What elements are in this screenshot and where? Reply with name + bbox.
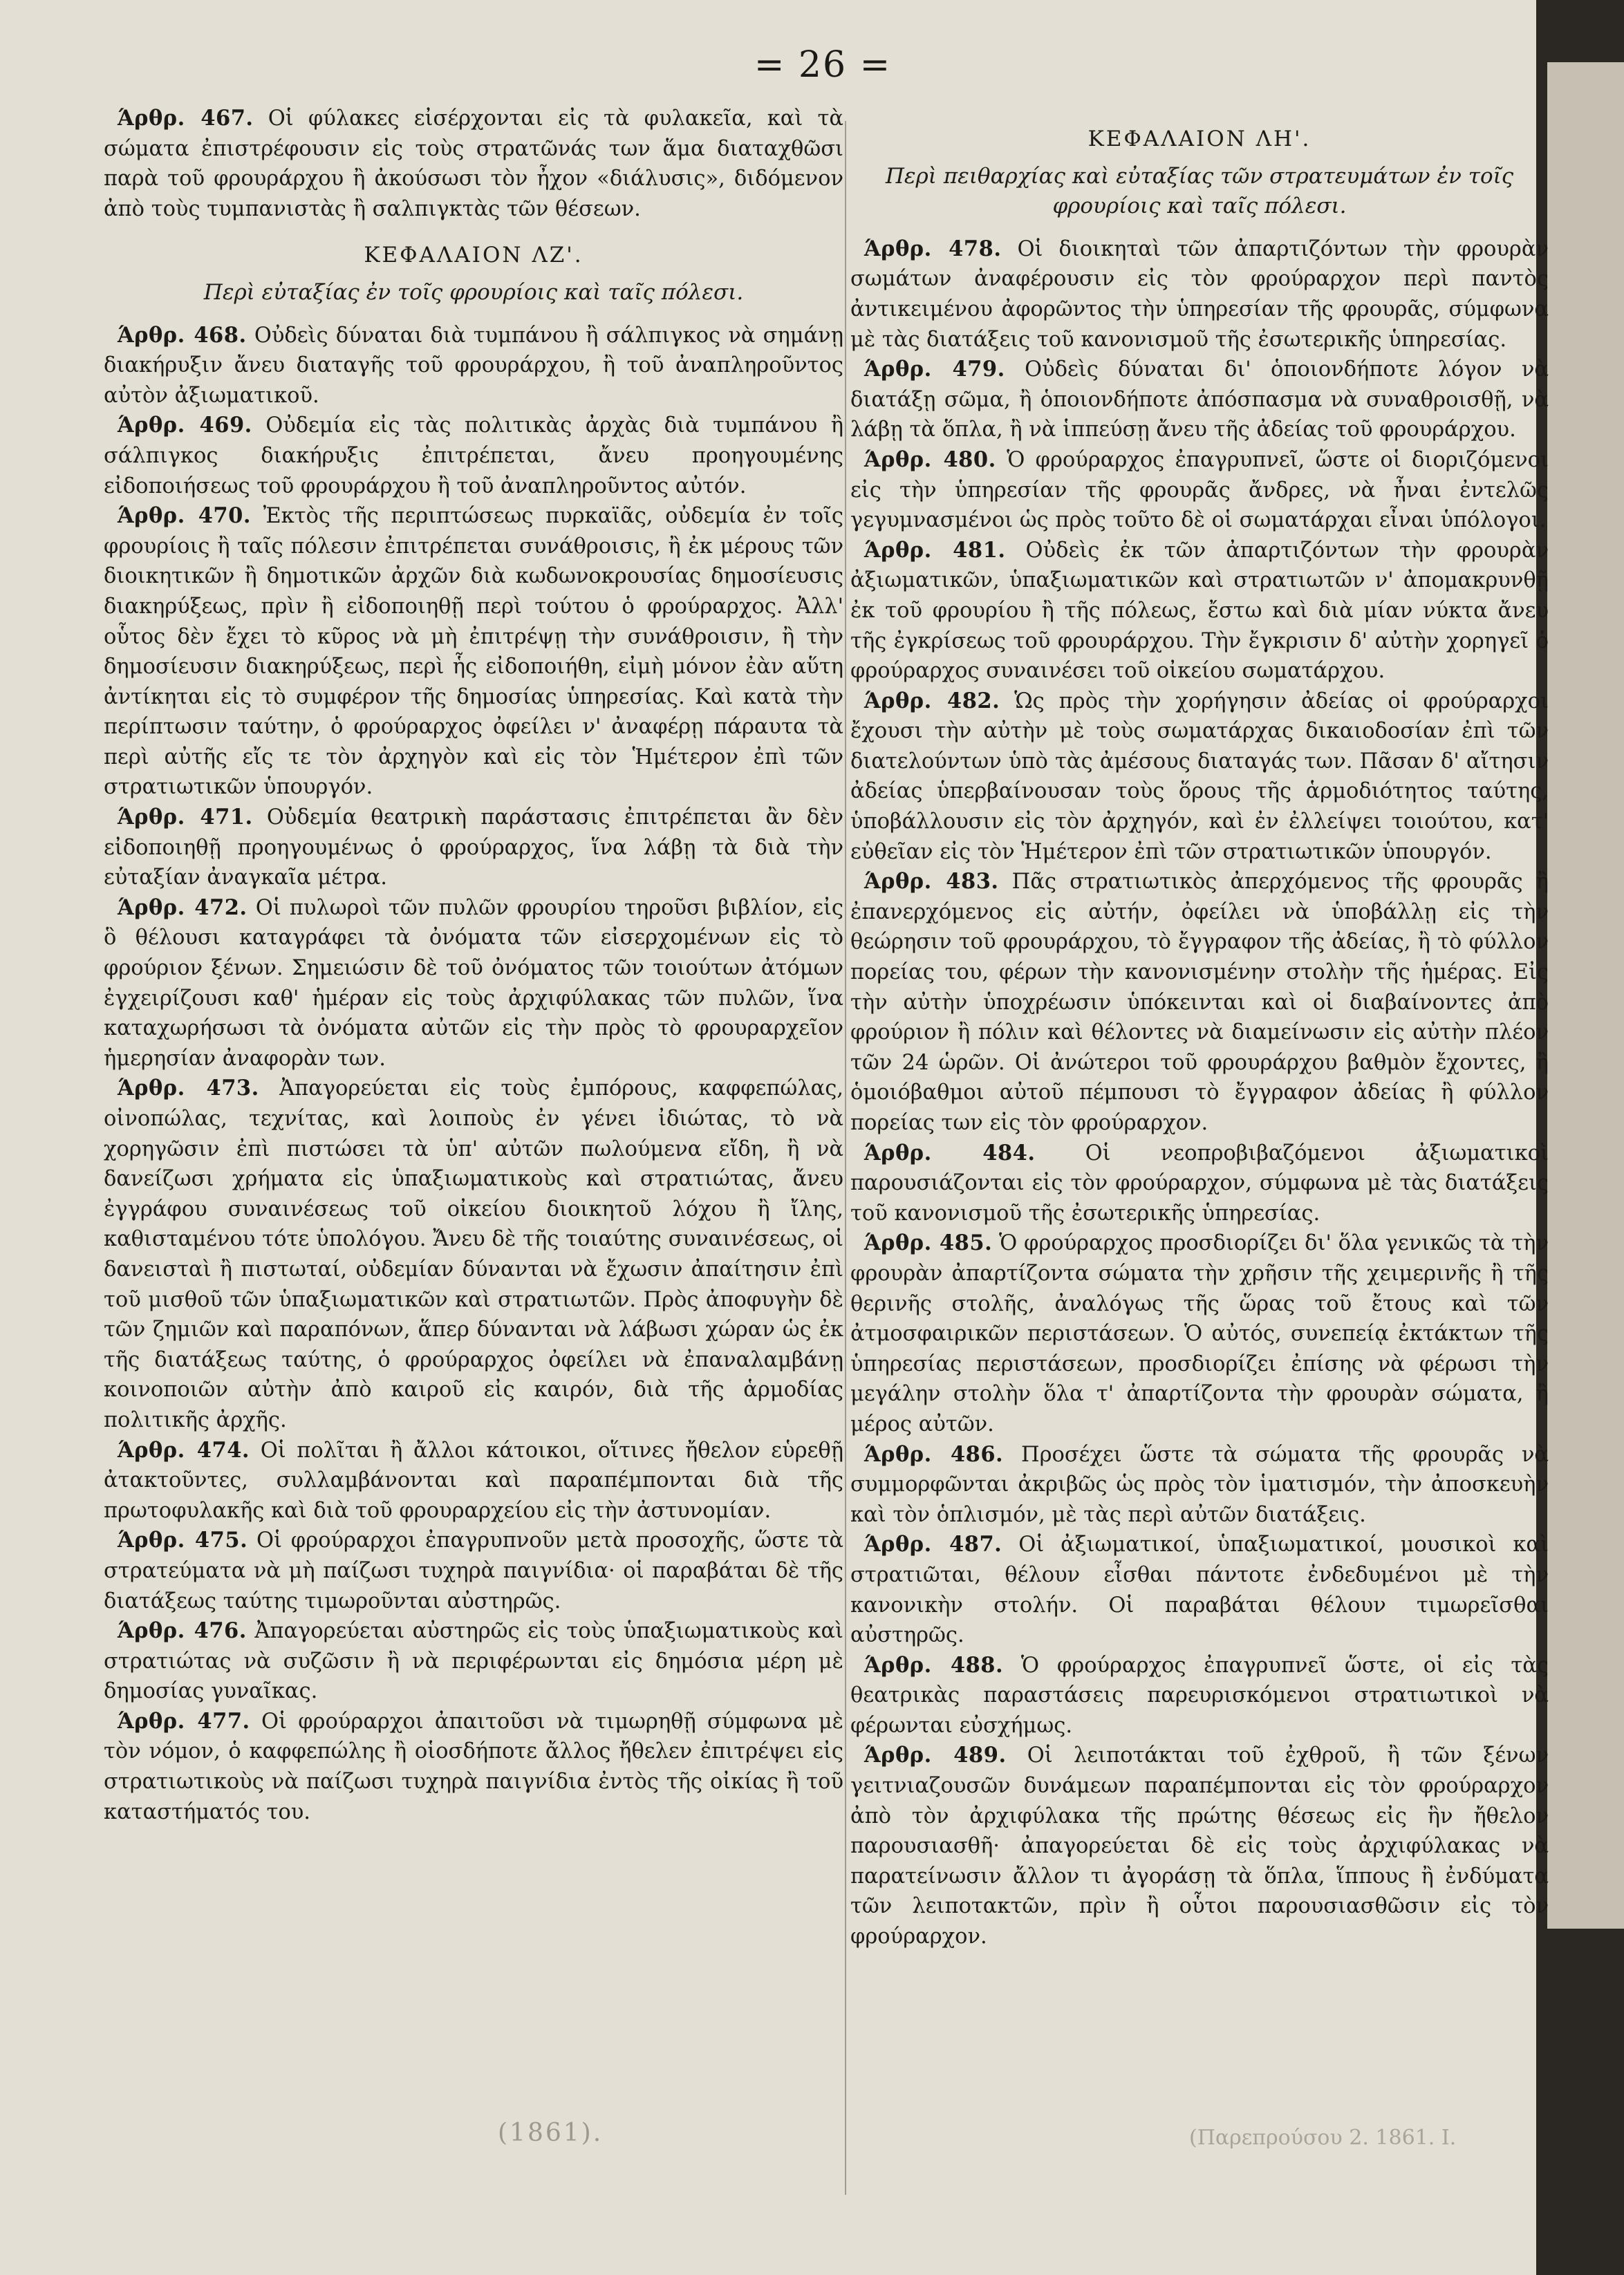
article-text: Οἱ διοικηταὶ τῶν ἀπαρτιζόντων τὴν φρουρὰν σωμάτων ἀναφέρουσιν εἰς τὸν φρούραρχον περὶ παντὸς ἀντικειμένου ἀφορῶντος τὴν ὑπηρεσίαν τῆς φρουρᾶς, σύμφωνα μὲ τὰς διατάξεις τοῦ κανονισμοῦ τῆς ἐσωτερικῆς ὑπηρεσίας.	[850, 236, 1549, 352]
article-text: Ὡς πρὸς τὴν χορήγησιν ἀδείας οἱ φρούραρχοι ἔχουσι τὴν αὐτὴν μὲ τοὺς σωματάρχας δικαιοδοσίαν ἐπὶ τῶν διατελούντων ὑπὸ τὰς ἀμέσους διαταγάς των. Πᾶσαν δ' αἴτησιν ἀδείας ὑπερβαίνουσαν τοὺς ὅρους τῆς ἁρμοδιότητος ταύτης, ὑποβάλλουσιν εἰς τὸν ἀρχηγόν, καὶ ἐν ἐλλείψει τοιούτου, κατ' εὐθεῖαν εἰς τὸν Ἡμέτερον ἐπὶ τῶν στρατιωτικῶν ὑπουργόν.	[850, 689, 1549, 864]
article-paragraph	[850, 1440, 1549, 1530]
bleedthrough-text: (Παρεπρούσου 2. 1861. Ι.	[1189, 2126, 1457, 2150]
article-text: Οἱ πολῖται ἢ ἄλλοι κάτοικοι, οἵτινες ἤθελον εὑρεθῇ ἀτακτοῦντες, συλλαμβάνονται καὶ παραπέμπονται διὰ τῆς πρωτοφυλακῆς καὶ διὰ τοῦ φρουραρχείου εἰς τὴν ἀστυνομίαν.	[104, 1438, 843, 1523]
chapter-heading: ΚΕΦΑΛΑΙΟΝ ΛΗ'.	[1088, 127, 1312, 151]
article-text: Πᾶς στρατιωτικὸς ἀπερχόμενος τῆς φρουρᾶς ἢ ἐπανερχόμενος εἰς αὐτήν, ὀφείλει νὰ ὑποβάλλῃ εἰς τὴν θεώρησιν τοῦ φρουράρχου, τὸ ἔγγραφον τῆς ἀδείας, ἢ τὸ φύλλον πορείας του, φέρων τὴν κανονισμένην στολὴν τῆς ἡμέρας. Εἰς τὴν αὐτὴν ὑποχρέωσιν ὑπόκεινται καὶ οἱ διαβαίνοντες ἀπὸ φρούριον ἢ πόλιν καὶ θέλοντες νὰ διαμείνωσιν εἰς αὐτὴν πλέον τῶν 24 ὡρῶν. Οἱ ἀνώτεροι τοῦ φρουράρχου βαθμὸν ἔχοντες, ἢ ὁμοιόβαθμοι αὐτοῦ πέμπουσι τὸ ἔγγραφον ἀδείας ἢ φύλλον πορείας των εἰς τὸν φρούραρχον.	[850, 870, 1549, 1135]
article-label: Άρθρ. 482.	[864, 688, 1000, 713]
article-paragraph	[850, 867, 1549, 1138]
right-article-list	[850, 234, 1549, 1952]
left-column	[104, 104, 843, 1827]
article-text: Οὐδεμία εἰς τὰς πολιτικὰς ἀρχὰς διὰ τυμπάνου ἢ σάλπιγκος διακήρυξις ἐπιτρέπεται, ἄνευ προηγουμένης εἰδοποιήσεως τοῦ φρουράρχου ἢ τοῦ ἀναπληροῦντος αὐτόν.	[104, 413, 843, 498]
article-text: Ὁ φρούραρχος ἐπαγρυπνεῖ, ὥστε οἱ διοριζόμενοι εἰς τὴν ὑπηρεσίαν τῆς φρουρᾶς ἄνδρες, νὰ ἦναι ἐντελῶς γεγυμνασμένοι ὡς πρὸς τοῦτο δὲ οἱ σωματάρχαι εἶναι ὑπόλογοι.	[850, 447, 1549, 533]
article-text: Οἱ λειποτάκται τοῦ ἐχθροῦ, ἢ τῶν ξένων γειτνιαζουσῶν δυνάμεων παραπέμπονται εἰς τὸν φρούραρχον ἀπὸ τὸν ἀρχιφύλακα τῆς πρώτης θέσεως εἰς ἣν ἤθελον παρουσιασθῆ· ἀπαγορεύεται δὲ εἰς τοὺς ἀρχιφύλακας νὰ παρατείνωσιν ἄλλον τι ἀγοράσῃ τὰ ὅπλα, ἵππους ἢ ἐνδύματα τῶν λειποτακτῶν, πρὶν ἢ οὗτοι παρουσιασθῶσιν εἰς τὸν φρούραρχον.	[850, 1743, 1549, 1949]
article-paragraph	[104, 321, 843, 411]
article-label: Άρθρ. 481.	[864, 537, 1006, 563]
article-paragraph	[104, 1707, 843, 1827]
article-text: Οὐδεὶς δύναται διὰ τυμπάνου ἢ σάλπιγκος νὰ σημάνῃ διακήρυξιν ἄνευ διαταγῆς τοῦ φρουράρχου, ἢ τοῦ ἀναπληροῦντος αὐτὸν ἀξιωματικοῦ.	[104, 323, 843, 408]
article-paragraph	[850, 1228, 1549, 1439]
article-label: Άρθρ. 479.	[864, 357, 1005, 382]
article-label: Άρθρ. 474.	[118, 1437, 250, 1463]
article-label: Άρθρ. 475.	[118, 1528, 248, 1553]
article-label: Άρθρ. 473.	[118, 1076, 259, 1101]
article-label: Άρθρ. 478.	[864, 236, 1002, 261]
article-text: Ἐκτὸς τῆς περιπτώσεως πυρκαϊᾶς, οὐδεμία ἐν τοῖς φρουρίοις ἢ ταῖς πόλεσιν ἐπιτρέπεται συνάθροισις, ἢ ἐκ μέρους τῶν διοικητικῶν ἢ δημοτικῶν ἀρχῶν διὰ κωδωνοκρουσίας δημοσίευσις διακηρύξεως, πρὶν ἢ εἰδοποιηθῇ περὶ τούτου ὁ φρούραρχος. Ἀλλ' οὗτος δὲν ἔχει τὸ κῦρος νὰ μὴ ἐπιτρέψῃ τὴν συνάθροισιν, ἢ τὴν δημοσίευσιν διακηρύξεως, περὶ ἧς εἰδοποιήθη, εἰμὴ μόνον ἐὰν αὕτη ἀντίκηται εἰς τὸ συμφέρον τῆς δημοσίας ὑπηρεσίας. Καὶ κατὰ τὴν περίπτωσιν ταύτην, ὁ φρούραρχος ὀφείλει ν' ἀναφέρῃ πάραυτα τὰ περὶ αὐτῆς εἴς τε τὸν ἀρχηγὸν καὶ εἰς τὸν Ἡμέτερον ἐπὶ τῶν στρατιωτικῶν ὑπουργόν.	[104, 504, 843, 800]
article-text: Οὐδεὶς δύναται δι' ὁποιονδήποτε λόγον νὰ διατάξῃ σῶμα, ἢ ὁποιονδήποτε ἀπόσπασμα νὰ συναθροισθῇ, νὰ λάβῃ τὰ ὅπλα, ἢ νὰ ἱππεύσῃ ἄνευ τῆς ἀδείας τοῦ φρουράρχου.	[850, 357, 1549, 442]
article-paragraph	[104, 803, 843, 893]
article-label: Άρθρ. 469.	[118, 413, 252, 438]
article-paragraph	[850, 536, 1549, 686]
article-label: Άρθρ. 488.	[864, 1652, 1004, 1678]
page-number: = 26 =	[754, 44, 892, 86]
article-text: Οἱ φρούραρχοι ἀπαιτοῦσι νὰ τιμωρηθῇ σύμφωνα μὲ τὸν νόμον, ὁ καφφεπώλης ἢ οἱοσδήποτε ἄλλος ἤθελεν ἐπιτρέψει εἰς στρατιωτικοὺς νὰ παίζωσι τυχηρὰ παιγνίδια ἐντὸς τῆς οἰκίας ἢ τοῦ καταστήματός του.	[104, 1709, 844, 1824]
right-column	[850, 104, 1549, 1952]
article-text: Οὐδεμία θεατρικὴ παράστασις ἐπιτρέπεται ἂν δὲν εἰδοποιηθῇ προηγουμένως ὁ φρούραρχος, ἵνα λάβῃ τὰ διὰ τὴν εὐταξίαν ἀναγκαῖα μέτρα.	[104, 805, 843, 890]
article-text: Προσέχει ὥστε τὰ σώματα τῆς φρουρᾶς νὰ συμμορφῶνται ἀκριβῶς ὡς πρὸς τὸν ἱματισμόν, τὴν ἀποσκευὴν καὶ τὸν ὁπλισμόν, μὲ τὰς περὶ αὐτῶν διατάξεις.	[850, 1442, 1549, 1527]
chapter-subtitle: Περὶ εὐταξίας ἐν τοῖς φρουρίοις καὶ ταῖς πόλεσι.	[203, 279, 744, 305]
article-text: Οἱ φρούραρχοι ἐπαγρυπνοῦν μετὰ προσοχῆς, ὥστε τὰ στρατεύματα νὰ μὴ παίζωσι τυχηρὰ παιγνίδια· οἱ παραβάται δὲ τῆς διατάξεως ταύτης τιμωροῦνται αὐστηρῶς.	[104, 1528, 843, 1613]
chapter-heading: ΚΕΦΑΛΑΙΟΝ ΛΖ'.	[364, 243, 584, 268]
article-label: Άρθρ. 471.	[118, 805, 253, 830]
article-text: Οὐδεὶς ἐκ τῶν ἀπαρτιζόντων τὴν φρουρὰν ἀξιωματικῶν, ὑπαξιωματικῶν καὶ στρατιωτῶν ν' ἀπομακρυνθῇ ἐκ τοῦ φρουρίου ἢ τῆς πόλεως, ἔστω καὶ διὰ μίαν νύκτα ἄνευ τῆς ἐγκρίσεως τοῦ φρουράρχου. Τὴν ἔγκρισιν δ' αὐτὴν χορηγεῖ ὁ φρούραρχος συναινέσει τοῦ οἰκείου σωματάρχου.	[850, 538, 1549, 684]
article-label: Άρθρ. 484.	[864, 1140, 1036, 1165]
article-label: Άρθρ. 470.	[118, 503, 251, 529]
article-paragraph	[850, 1651, 1549, 1741]
article-paragraph	[850, 1139, 1549, 1229]
article-label: Άρθρ. 468.	[118, 322, 247, 348]
article-label: Άρθρ. 489.	[864, 1743, 1007, 1768]
article-paragraph	[104, 411, 843, 501]
article-paragraph	[850, 445, 1549, 536]
article-paragraph	[850, 686, 1549, 868]
article-paragraph	[104, 501, 843, 803]
article-paragraph	[104, 1616, 843, 1707]
article-label: Άρθρ. 486.	[864, 1441, 1004, 1467]
article-paragraph	[104, 893, 843, 1074]
article-label: Άρθρ. 487.	[864, 1532, 1002, 1557]
article-label: Άρθρ. 477.	[118, 1708, 250, 1734]
chapter-subtitle: Περὶ πειθαρχίας καὶ εὐταξίας τῶν στρατευμάτων ἐν τοῖς φρουρίοις καὶ ταῖς πόλεσι.	[885, 163, 1514, 219]
article-467	[104, 104, 843, 224]
article-label: Άρθρ. 472.	[118, 895, 248, 920]
article-text: Οἱ πυλωροὶ τῶν πυλῶν φρουρίου τηροῦσι βιβλίον, εἰς ὃ θέλουσι καταγράφει τὰ ὀνόματα τῶν εἰσερχομένων εἰς τὸ φρούριον ξένων. Σημειώσιν δὲ τοῦ ὀνόματος τῶν τοιούτων ἀτόμων ἐγχειρίζουσι καθ' ἡμέραν εἰς τοὺς ἀρχιφύλακας τῶν πυλῶν, ἵνα καταχωρήσωσι τὰ ὀνόματα αὐτῶν εἰς τὴν πρὸς τὸ φρουραρχεῖον ἡμερησίαν ἀναφορὰν των.	[104, 895, 843, 1071]
article-paragraph	[850, 355, 1549, 445]
article-label: Άρθρ. 483.	[864, 869, 999, 895]
article-label: Άρθρ. 467.	[118, 106, 254, 131]
article-text: Ὁ φρούραρχος προσδιορίζει δι' ὅλα γενικῶς τὰ τὴν φρουρὰν ἀπαρτίζοντα σώματα τὴν χρῆσιν τῆς χειμερινῆς ἢ τῆς θερινῆς στολῆς, ἀναλόγως τῆς ὥρας τοῦ ἔτους καὶ τῶν ἀτμοσφαιρικῶν περιστάσεων. Ὁ αὐτός, συνεπείᾳ ἐκτάκτων τῆς ὑπηρεσίας περιστάσεων, προσδιορίζει ἐπίσης νὰ φέρωσι τὴν μεγάλην στολὴν ὅλα τ' ἀπαρτίζοντα τὴν φρουρὰν σώματα, ἢ μέρος αὐτῶν.	[850, 1231, 1549, 1436]
article-text: Ἀπαγορεύεται αὐστηρῶς εἰς τοὺς ὑπαξιωματικοὺς καὶ στρατιώτας νὰ συζῶσιν ἢ νὰ περιφέρωνται εἰς δημόσια μέρη μὲ δημοσίας γυναῖκας.	[104, 1619, 843, 1704]
article-text: Οἱ φύλακες εἰσέρχονται εἰς τὰ φυλακεῖα, καὶ τὰ σώματα ἐπιστρέφουσιν εἰς τοὺς στρατῶνάς των ἅμα διαταχθῶσι παρὰ τοῦ φρουράρχου ἢ ἀκούσωσι τὸν ἦχον «διάλυσις», διδόμενον ἀπὸ τοὺς τυμπανιστὰς ἢ σαλπιγκτὰς τῶν θέσεων.	[104, 106, 843, 221]
article-label: Άρθρ. 485.	[864, 1230, 993, 1256]
bleedthrough-text: (1861).	[498, 2119, 604, 2147]
column-divider	[845, 121, 846, 2195]
article-paragraph	[104, 1074, 843, 1435]
article-paragraph	[104, 1436, 843, 1526]
article-paragraph	[850, 234, 1549, 355]
article-text: Ὁ φρούραρχος ἐπαγρυπνεῖ ὥστε, οἱ εἰς τὰς θεατρικὰς παραστάσεις παρευρισκόμενοι στρατιωτικοὶ νὰ φέρωνται εὐσχήμως.	[850, 1653, 1549, 1738]
article-text: Ἀπαγορεύεται εἰς τοὺς ἐμπόρους, καφφεπώλας, οἰνοπώλας, τεχνίτας, καὶ λοιποὺς ἐν γένει ἰδιώτας, τὸ νὰ χορηγῶσιν ἐπὶ πιστώσει τὰ ὑπ' αὐτῶν πωλούμενα εἴδη, ἢ νὰ δανείζωσι χρήματα εἰς ὑπαξιωματικοὺς καὶ στρατιώτας, ἄνευ ἐγγράφου συναινέσεως τοῦ οἰκείου διοικητοῦ λόχου ἢ ἴλης, καθισταμένου τότε ὑπολόγου. Ἄνευ δὲ τῆς τοιαύτης συναινέσεως, οἱ δανεισταὶ ἢ πιστωταί, οὐδεμίαν δύνανται νὰ ἔχωσιν ἀπαίτησιν ἐπὶ τοῦ μισθοῦ τῶν ὑπαξιωματικῶν καὶ στρατιωτῶν. Πρὸς ἀποφυγὴν δὲ τῶν ζημιῶν καὶ παραπόνων, ἅπερ δύνανται νὰ λάβωσι χώραν ὡς ἐκ τῆς διατάξεως ταύτης, ὁ φρούραρχος ὀφείλει νὰ ἐπαναλαμβάνῃ κοινοποιῶν αὐτὴν ἀπὸ καιροῦ εἰς καιρόν, διὰ τῆς ἁρμοδίας πολιτικῆς ἀρχῆς.	[104, 1076, 843, 1432]
adjacent-page-strip	[1547, 62, 1624, 1929]
article-label: Άρθρ. 480.	[864, 447, 996, 472]
article-text: Οἱ νεοπροβιβαζόμενοι ἀξιωματικοὶ παρουσιάζονται εἰς τὸν φρούραρχον, σύμφωνα μὲ τὰς διατάξεις τοῦ κανονισμοῦ τῆς ἐσωτερικῆς ὑπηρεσίας.	[850, 1141, 1549, 1226]
article-text: Οἱ ἀξιωματικοί, ὑπαξιωματικοί, μουσικοὶ καὶ στρατιῶται, θέλουν εἶσθαι πάντοτε ἐνδεδυμένοι μὲ τὴν κανονικὴν στολήν. Οἱ παραβάται θέλουν τιμωρεῖσθαι αὐστηρῶς.	[850, 1533, 1549, 1648]
left-article-list	[104, 321, 843, 1828]
article-label: Άρθρ. 476.	[118, 1618, 247, 1644]
article-paragraph	[104, 1526, 843, 1616]
article-paragraph	[850, 1530, 1549, 1650]
article-paragraph	[850, 1741, 1549, 1951]
